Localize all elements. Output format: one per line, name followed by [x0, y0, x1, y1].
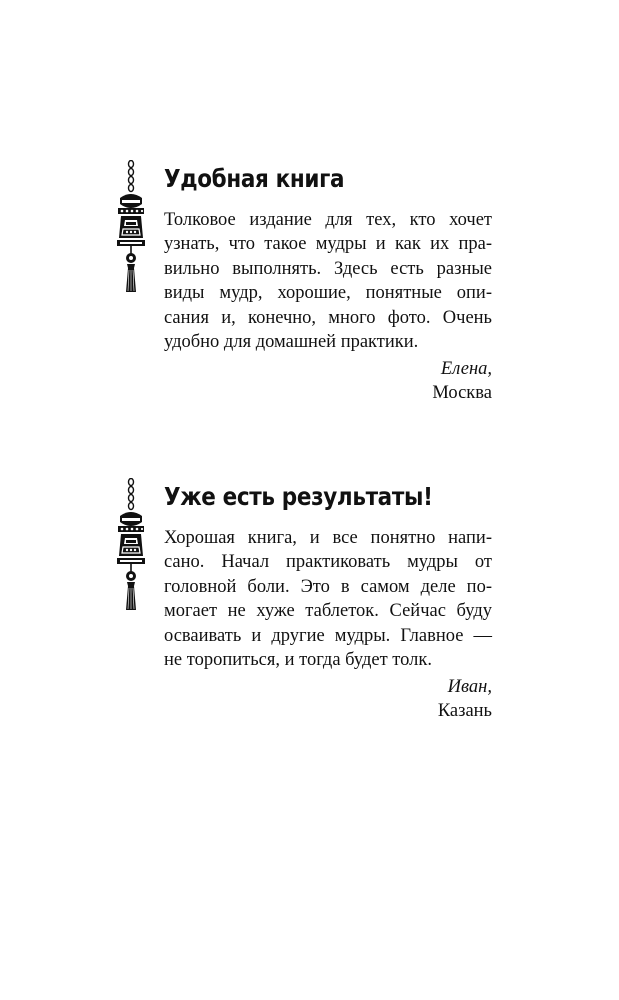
review-city: Казань [437, 701, 492, 722]
review-text-line: удобно для домашней практики. [164, 331, 419, 352]
bell-charm-icon [116, 478, 146, 612]
review-title: Удобная книга [164, 164, 345, 193]
review-text-line: виды мудр, хорошие, понятные опи- [164, 283, 492, 304]
review-title: Уже есть результаты! [164, 482, 433, 511]
review-author: Иван, [447, 677, 492, 697]
review-text [164, 208, 492, 354]
bell-charm-icon [116, 160, 146, 294]
review-text-line: вильно выполнять. Здесь есть разные [164, 258, 492, 279]
review-text-line: головной боли. Это в самом деле по- [164, 576, 492, 597]
review-text-line: сания и, конечно, много фото. Очень [164, 307, 492, 328]
review-text-line: сано. Начал практиковать мудры от [164, 552, 492, 573]
review-city: Москва [432, 383, 492, 404]
review-text-line: не торопиться, и тогда будет толк. [164, 649, 432, 670]
review-text-line: Хорошая книга, и все понятно напи- [164, 528, 492, 548]
review-text [164, 526, 492, 672]
review-text-line: могает не хуже таблеток. Сейчас буду [164, 601, 492, 622]
review-author: Елена, [440, 359, 492, 379]
review-signature [164, 675, 492, 724]
review-text-line: узнать, что такое мудры и как их пра- [164, 234, 492, 255]
review-text-line: Толковое издание для тех, кто хочет [164, 210, 492, 230]
review-text-line: осваивать и другие мудры. Главное — [164, 625, 492, 646]
review-signature [164, 357, 492, 406]
